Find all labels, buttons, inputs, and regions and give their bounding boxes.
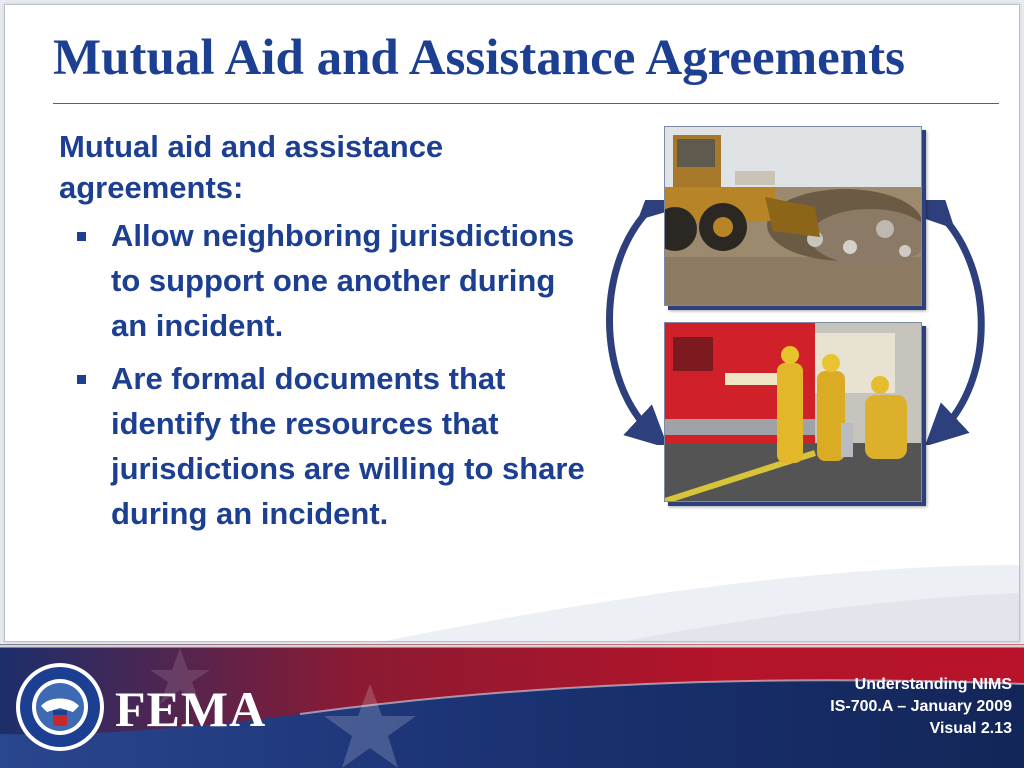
course-info <box>830 674 1012 740</box>
square-bullet-icon <box>77 232 86 241</box>
wheel-loader-photo <box>664 126 922 306</box>
bullet-item <box>59 356 599 536</box>
footer-banner <box>0 644 1024 768</box>
body-content <box>59 126 599 544</box>
course-id: IS-700.A – January 2009 <box>830 698 1012 715</box>
right-curved-arrow-icon <box>940 214 981 432</box>
bullet-list <box>59 213 599 536</box>
wheel-loader-debris-icon <box>665 127 921 305</box>
bullet-text: Allow neighboring jurisdictions to support one another during an incident. <box>111 218 575 343</box>
intro-text: Mutual aid and assistance agreements: <box>59 129 444 205</box>
firefighters-fire-truck-icon <box>665 323 921 501</box>
visual-number: Visual 2.13 <box>929 720 1012 737</box>
title-divider <box>53 103 999 104</box>
bullet-text: Are formal documents that identify the resources that jurisdictions are willing to share during an incident. <box>111 361 585 531</box>
firefighters-photo <box>664 322 922 502</box>
square-bullet-icon <box>77 375 86 384</box>
fema-logo: FEMA <box>115 681 267 737</box>
dhs-seal-icon <box>15 662 105 752</box>
course-name: Understanding NIMS <box>854 676 1012 693</box>
slide-title: Mutual Aid and Assistance Agreements <box>53 30 905 86</box>
left-curved-arrow-icon <box>610 206 654 434</box>
bullet-item <box>59 213 599 348</box>
